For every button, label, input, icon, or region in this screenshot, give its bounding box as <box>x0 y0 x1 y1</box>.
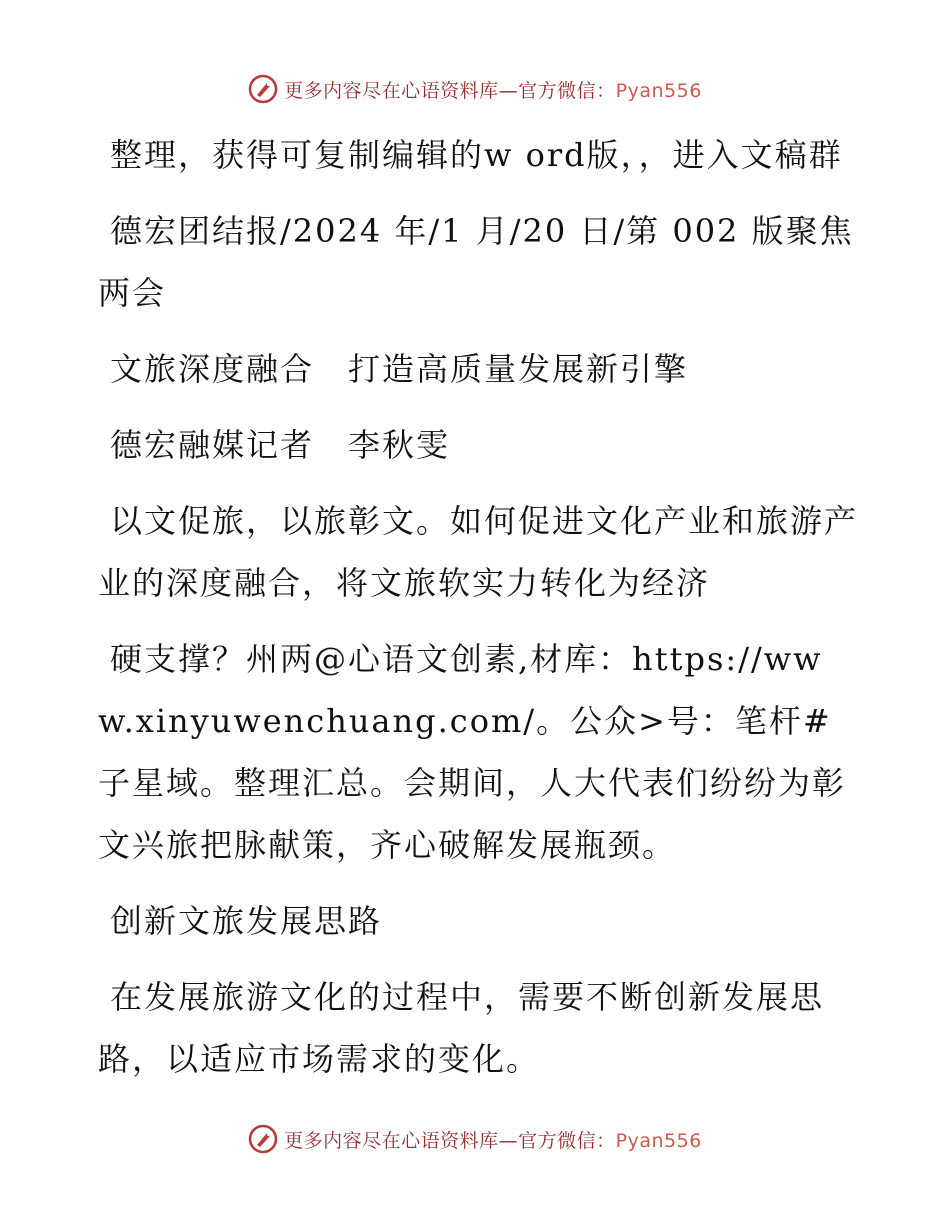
document-body <box>98 124 858 1104</box>
header-banner-wechat-id: Pyan556 <box>615 79 702 102</box>
section-heading: 创新文旅发展思路 <box>110 902 383 940</box>
paragraph-6: 硬支撑？州两@心语文创素,材库：https://www.xinyuwenchuang.com/。公众>号：笔杆#子星域。整理汇总。会期间，人大代表们纷纷为彰文兴旅把脉献策，齐心破解发展瓶颈。 <box>98 640 847 864</box>
header-watermark-banner <box>0 74 950 104</box>
footer-banner-text <box>284 1126 702 1153</box>
paragraph-5: 以文促旅，以旅彰文。如何促进文化产业和旅游产业的深度融合，将文旅软实力转化为经济 <box>98 502 859 602</box>
article-headline: 文旅深度融合 打造高质量发展新引擎 <box>110 350 689 388</box>
footer-watermark-banner <box>0 1124 950 1154</box>
pen-nib-logo-icon <box>248 1124 278 1154</box>
pen-nib-logo-icon <box>248 74 278 104</box>
footer-banner-wechat-id: Pyan556 <box>615 1129 702 1152</box>
header-banner-text <box>284 76 702 103</box>
reporter-byline: 德宏融媒记者 李秋雯 <box>110 426 451 464</box>
paragraph-8: 在发展旅游文化的过程中，需要不断创新发展思路，以适应市场需求的变化。 <box>98 978 825 1078</box>
footer-banner-label: 更多内容尽在心语资料库—官方微信： <box>284 1129 616 1152</box>
paragraph-2: 德宏团结报/2024 年/1 月/20 日/第 002 版聚焦两会 <box>98 212 854 312</box>
paragraph-1: 整理，获得可复制编辑的w ord版，，进入文稿群 <box>110 136 843 174</box>
header-banner-label: 更多内容尽在心语资料库—官方微信： <box>284 79 616 102</box>
